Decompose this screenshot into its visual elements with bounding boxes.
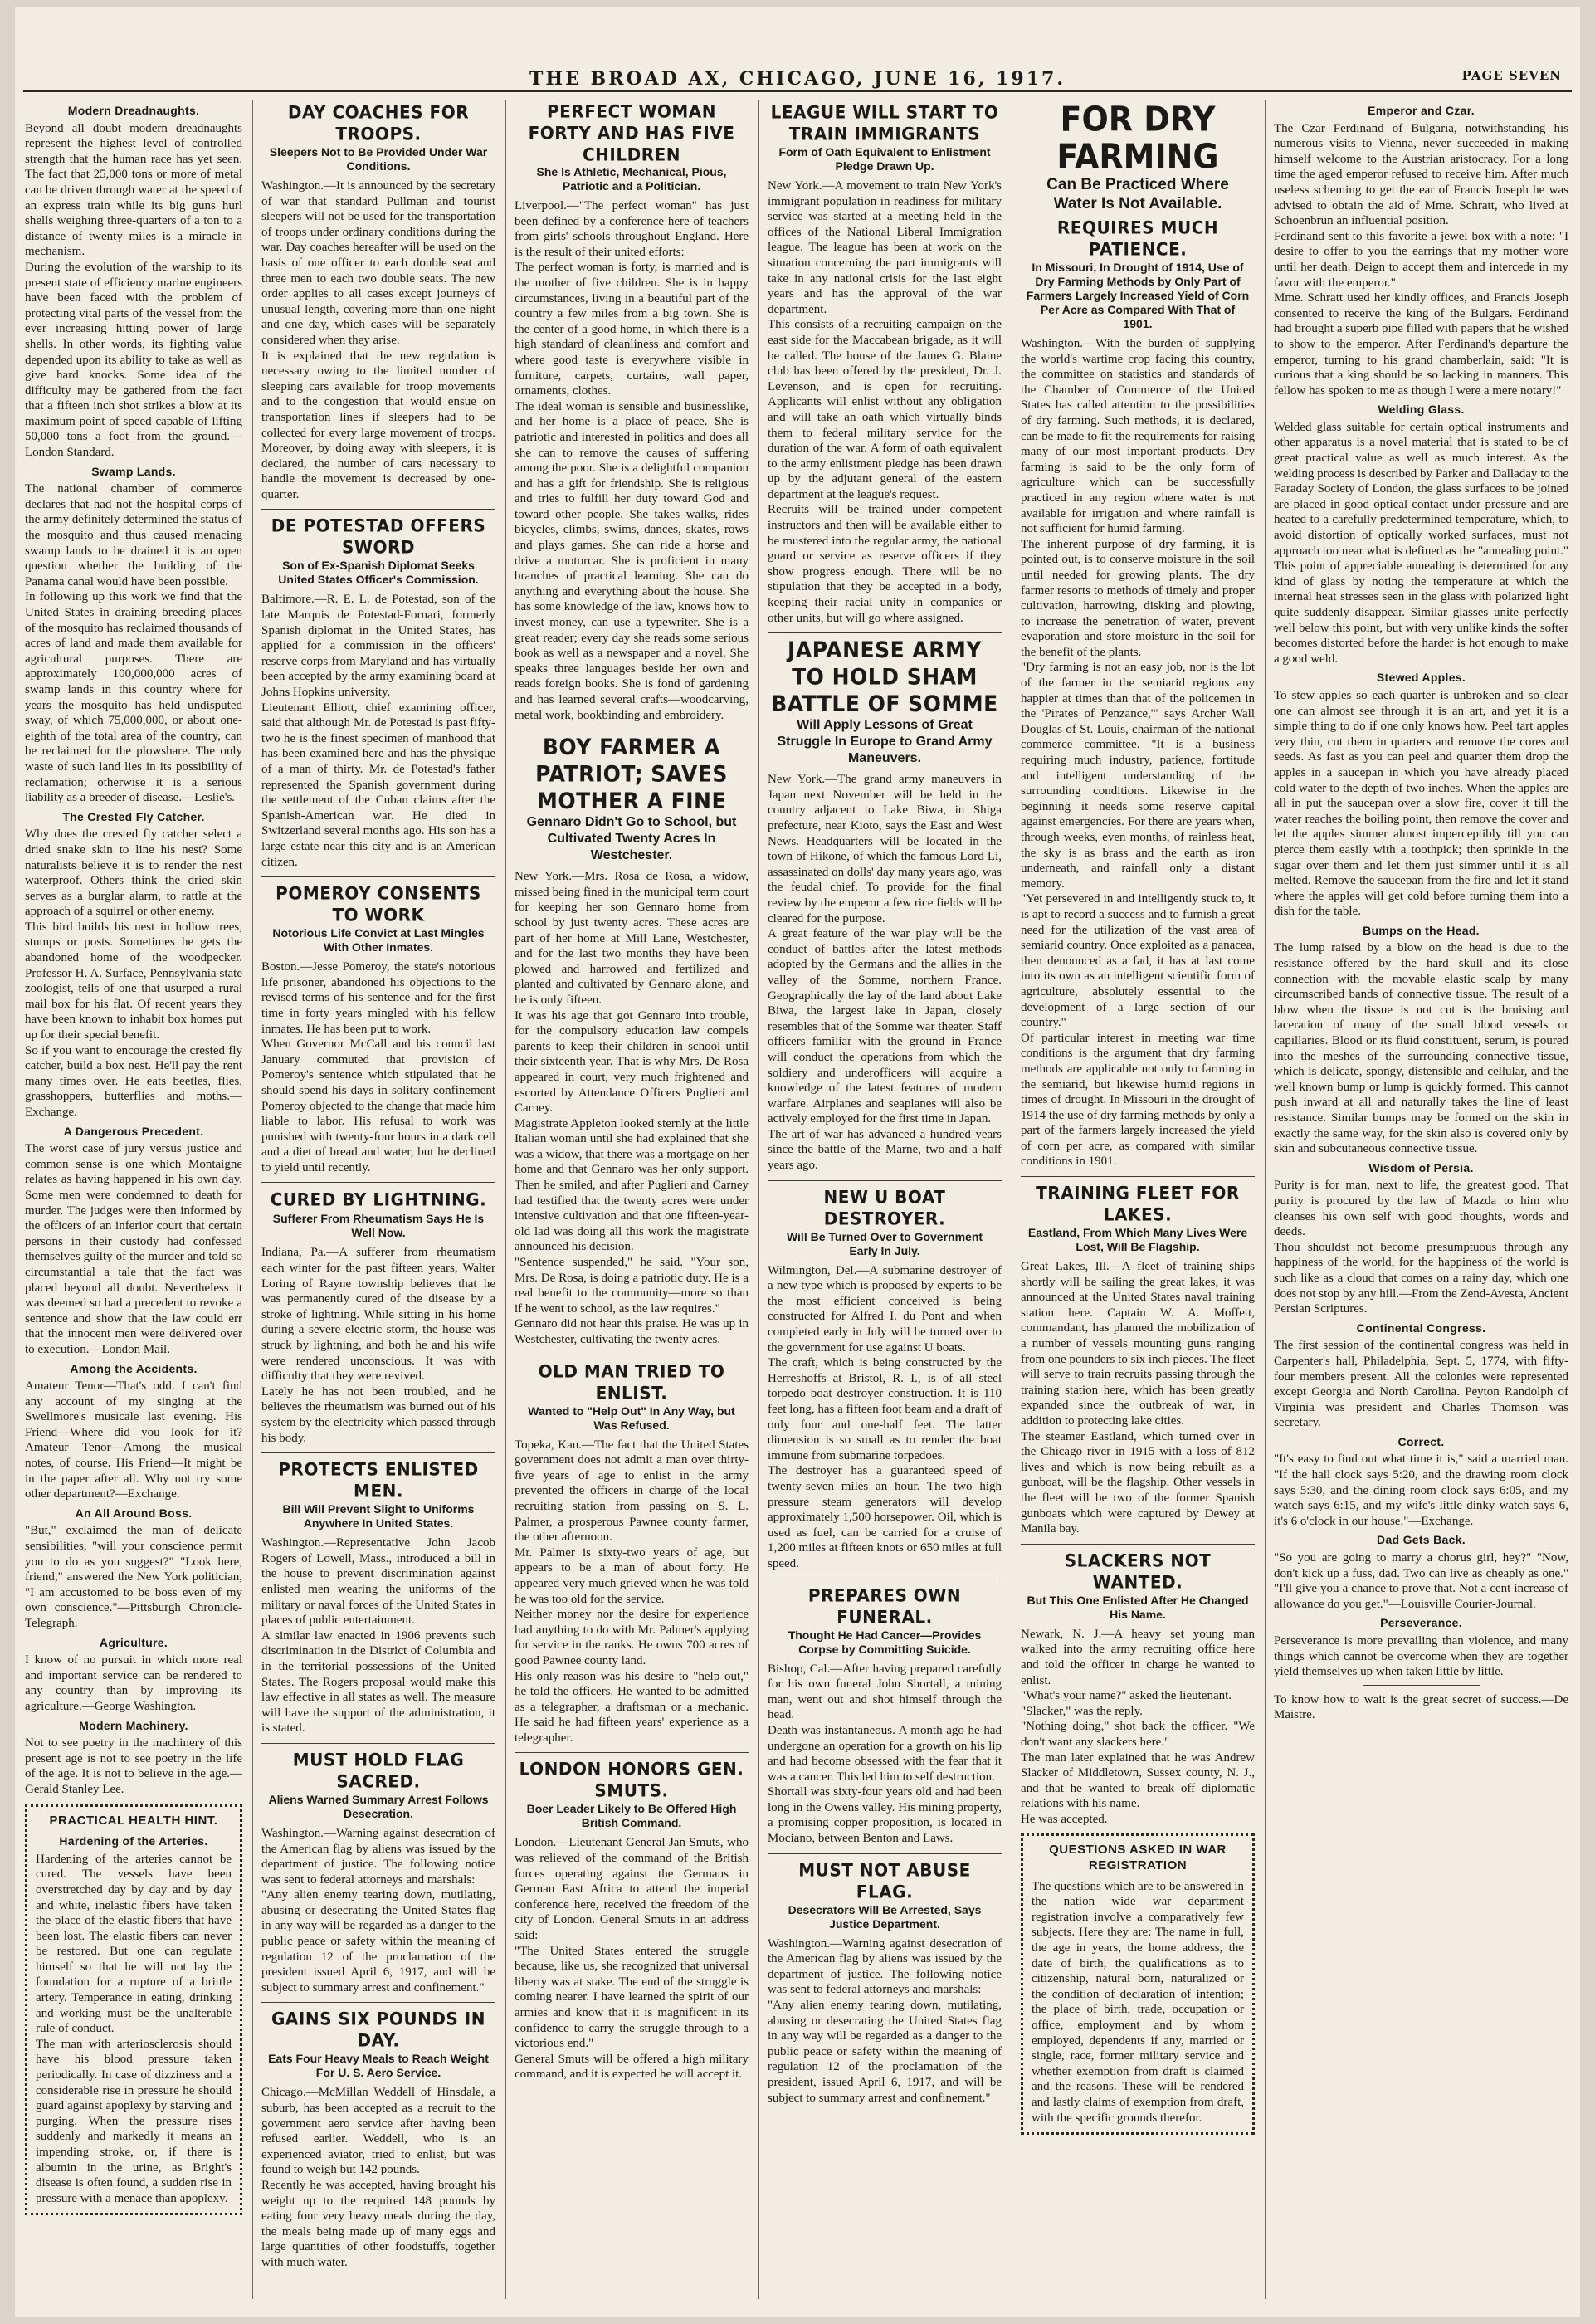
subheadline: Notorious Life Convict at Last Mingles With Other Inmates. [272,926,485,954]
article-paragraph: I know of no pursuit in which more real and important service can be rendered to any country than by improving its agriculture.—George Washington. [25,1653,242,1713]
section-heading: An All Around Boss. [75,1506,193,1520]
article-paragraph: London.—Lieutenant General Jan Smuts, who was relieved of the command of the British forces operating against the Germans in German East Africa to attend the imperial conference here, received the freedom of the city of London. General Smuts in an address said: [515,1836,749,1943]
subheadline: Sleepers Not to Be Provided Under War Conditions. [269,145,488,173]
article-paragraph: During the evolution of the warship to its present state of efficiency marine engineers have been faced with the problem of protecting vital parts of the vessel from the ever increasing hitting power of large shells. In other words, its fighting value depended upon its ability to take as well as give hard knocks. Some idea of the difficulty may be gathered from the fact that a fifteen inch shot strikes a blow at its maximum point of speed capable of lifting 50,000 tons a foot from the ground.—London Standard. [25,260,242,460]
article-divider [1021,1544,1255,1545]
article-paragraph: It was his age that got Gennaro into trouble, for the compulsory education law compels parents to keep their children in school until their sixteenth year. That is why Mrs. De Rosa appeared in court, very much frightened and escorted by Attendance Officers Puglieri and Carney. [515,1008,749,1116]
article-paragraph: The Czar Ferdinand of Bulgaria, notwithstanding his numerous visits to Vienna, never succeeded in making himself welcome to the Austrian aristocracy. For a long time the aged emperor refused to receive him. After much useless scheming to get the ear of Francis Joseph he was advised to obtain the aid of Mme. Schratt, who lived at Schoenbrun an influential position. [1274,121,1568,228]
headline: LEAGUE WILL START TO TRAIN IMMIGRANTS [770,101,999,144]
newspaper-page [15,7,1580,2317]
boxed-feature [25,1804,242,2216]
article-paragraph: Thou shouldst not become presumptuous through any happiness of the world, for the happiness of the world is such like as a cloud that comes on a rainy day, which one does not stop by any hill.—From the Zend-Avesta, Ancient Persian Scriptures. [1274,1240,1568,1316]
article-paragraph: Bishop, Cal.—After having prepared carefully for his own funeral John Shortall, a mining man, went out and shot himself through the head. [768,1662,1002,1722]
box-title: QUESTIONS ASKED IN WAR REGISTRATION [1049,1843,1227,1873]
short-divider [1363,1685,1480,1686]
article-paragraph: "Any alien enemy tearing down, mutilating, abusing or desecrating the United States flag in any way will be regarded as a danger to the public peace or safety within the meaning of regulation 12 of the proclamation of the president, issued April 6, 1917, and will be subject to summary arrest and confinement." [768,1999,1002,2105]
headline: MUST NOT ABUSE FLAG. [798,1858,971,1902]
article-paragraph: Why does the crested fly catcher select a dried snake skin to line his nest? Some naturalists believe it is to render the nest waterproof. Others think the dried skin serves as a burglar alarm, to rattle at the approach of a squirrel or other enemy. [25,828,242,919]
column-divider [758,100,759,2299]
article-paragraph: Magistrate Appleton looked sternly at the little Italian woman until she had explained that she was a widow, that there was a mortgage on her home and that Gennaro was her only support. Then he smiled, and after Puglieri and Carney had testified that the twenty acres were under intensive cultivation and that one fifteen-year-old lad was doing all this work the magistrate announced his decision. [515,1116,749,1254]
article-paragraph: It is explained that the new regulation is necessary owing to the limited number of sleeping cars available for troop movements and to the congestion that would ensue on transportation lines if sleepers had to be collected for every large movement of troops. Moreover, by doing away with sleepers, it is declared, the number of cars necessary to handle the movement is decreased by one-quarter. [261,349,495,501]
article-paragraph: Perseverance is more prevailing than violence, and many things which cannot be overcome when they are together yield themselves up when taken little by little. [1274,1634,1568,1679]
article-paragraph: So if you want to encourage the crested fly catcher, build a box nest. He'll pay the rent many times over. He eats beetles, flies, grasshoppers, butterflies and moths.—Exchange. [25,1043,242,1119]
headline: DAY COACHES FOR TROOPS. [287,101,470,144]
article-divider [261,1743,495,1744]
headline: DE POTESTAD OFFERS SWORD [271,515,486,559]
article-paragraph: The man with arteriosclerosis should have his blood pressure taken periodically. In case of dizziness and a considerable rise in pressure he should guard against apoplexy by starving and purging. When the pressure rises suddenly and markedly it means an impending stroke, or, if there is albumin in the urine, as Bright's disease is often found, a sudden rise in pressure with a menace than apoplexy. [36,2037,232,2205]
subheadline: Son of Ex-Spanish Diplomat Seeks United States Officer's Commission. [278,559,479,587]
subheadline: Eats Four Heavy Meals to Reach Weight For U. S. Aero Service. [268,2052,489,2080]
column-6 [1274,100,1568,2307]
box-title: PRACTICAL HEALTH HINT. [49,1813,218,1828]
article-paragraph: Mr. Palmer is sixty-two years of age, but appears to be a man of about forty. He appeared very much grieved when he was told he was too old for the service. [515,1545,749,1606]
article-paragraph: Recently he was accepted, having brought his weight up to the required 148 pounds by eating four very heavy meals during the day, the meals being made up of many eggs and large quantities of other foodstuffs, together with much water. [261,2179,495,2269]
article-paragraph: The lump raised by a blow on the head is due to the resistance offered by the hard skull and its close connection with the movable elastic scalp by many circumscribed bands of connective tissue. The result of a blow when the tissue is not cut is the bruising and laceration of many of the small blood vessels or capillaries. Blood or its fluid constituent, serum, is poured into the meshes of the surrounding connective tissue, which is delicate, spongy, distensible and cellular, and the well known bump or lump is quickly formed. This cannot push inward at all and naturally takes the line of least resistance. Similar bumps may be formed on the skin in exactly the same way, for the skin also is covered only by skin and subcutaneous connective tissue. [1274,941,1568,1156]
headline: GAINS SIX POUNDS IN DAY. [271,2008,485,2052]
section-heading: Among the Accidents. [70,1361,198,1375]
article-paragraph: New York.—A movement to train New York's immigrant population in readiness for military service was started at a meeting held in the offices of the National Liberal Immigration league. The league has been at work on the situation concerning the part immigrants will take in any national crisis for the last eight years and has the approval of the war department. [768,179,1002,316]
article-paragraph: Of particular interest in meeting war time conditions is the argument that dry farming methods are applicable not only to farming in the semiarid, but likewise humid regions in times of drought. In Missouri in the drought of 1914 the use of dry farming methods by only a part of the farmers largely increased the yield of corn per acre, as compared with similar conditions in 1901. [1021,1031,1255,1169]
article-paragraph: Washington.—Warning against desecration of the American flag by aliens was issued by the department of justice. The following notice was sent to federal attorneys and marshals: [768,1936,1002,1997]
article-paragraph: "Dry farming is not an easy job, nor is the lot of the farmer in the semiarid regions any happier at times than that of the policemen in the 'Pirates of Penzance,'" says Archer Wall Douglas of St. Louis, chairman of the national commerce committee. "It is a business requiring much industry, patience, fortitude and intelligent understanding of the surrounding conditions. Likewise in the beginning it needs some reserve capital against emergencies. For there are years when, through weeks, even months, of rainless heat, the sky is as brass and the earth as iron underneath, and rainfall only a distant memory. [1021,661,1255,891]
page-number: PAGE SEVEN [1461,68,1562,83]
article-paragraph: The craft, which is being constructed by the Herreshoffs at Bristol, R. I., is of all steel torpedo boat destroyer construction. It is 110 feet long, has a fifteen foot beam and a draft of only four and one-half feet. The latter dimension is so small as to render the boat immune from submarine torpedoes. [768,1356,1002,1462]
article-divider [261,876,495,877]
article-paragraph: The destroyer has a guaranteed speed of twenty-seven miles an hour. The two high pressure steam generators will develop approximately 1,500 horsepower. Oil, which is used as fuel, can be carried for a cruise of 1,200 miles at fifteen knots or 650 miles at full speed. [768,1464,1002,1570]
section-heading: Welding Glass. [1378,403,1465,417]
article-paragraph: The ideal woman is sensible and businesslike, and her home is a place of peace. She is patriotic and interested in politics and does all she can to remove the causes of suffering among the poor. She is a delightful companion and has a gift for friendship. She is religious and tries to fulfill her duty toward God and toward other people. She takes walks, rides bicycles, climbs, swims, dances, skates, rows and plays games. She can ride a horse and drive a motorcar. She is proficient in many branches of practical learning. She can do anything and everything about the house. She has some knowledge of the law, knows how to invest money, can use a typewriter. She is a great reader; every day she reads some serious book as well as a newspaper and a novel. She speaks three languages beside her own and reads foreign books. She is fond of gardening and has learned several crafts—woodcarving, metal work, bookbinding and embroidery. [515,399,749,722]
headline: MUST HOLD FLAG SACRED. [292,1748,465,1792]
article-paragraph: The steamer Eastland, which turned over in the Chicago river in 1915 with a loss of 812 lives and which is now being rebuilt as a gunboat, will be the flagship. Other vessels in the fleet will be two of the former Spanish gunboats which were captured by Dewey at Manila bay. [1021,1429,1255,1536]
article-paragraph: Welded glass suitable for certain optical instruments and other apparatus is a novel material that is stated to be of great practical value as well as much interest. As the welding process is described by Parker and Dalladay to the Faraday Society of London, the glass surfaces to be joined are placed in good optical contact under pressure and are heated to a carefully predetermined temperature, which, to avoid distortion of optically worked surfaces, must not approach too near what is defined as the "annealing point." This point of appreciable annealing is determined for any kind of glass by noting the temperature at which the internal heat stresses seen in the glass with polarized light quite suddenly disappear. Similar glasses unite perfectly well below this point, but with very unlike kinds the softer becomes distorted before the harder is hot enough to make a good weld. [1274,420,1568,666]
section-heading: Hardening of the Arteries. [59,1834,208,1848]
article-paragraph: Newark, N. J.—A heavy set young man walked into the army recruiting office here and told the officer in charge he wanted to enlist. [1021,1627,1255,1687]
headline: REQUIRES MUCH PATIENCE. [1056,217,1219,260]
subheadline: Form of Oath Equivalent to Enlistment Pledge Drawn Up. [778,145,991,173]
section-heading: Modern Machinery. [79,1718,188,1732]
headline: LONDON HONORS GEN. SMUTS. [519,1758,744,1802]
section-heading: Agriculture. [99,1635,168,1649]
section-heading: Perseverance. [1380,1616,1462,1630]
article-paragraph: His only reason was his desire to "help out," he told the officers. He wanted to be admitted as a telegrapher, a draftsman or a mechanic. He said he had fifteen years' experience as a telegrapher. [515,1669,749,1745]
headline: JAPANESE ARMY TO HOLD SHAM BATTLE OF SOMME [771,637,998,717]
article-paragraph: Baltimore.—R. E. L. de Potestad, son of the late Marquis de Potestad-Fornari, formerly Spanish diplomat in the United States, has applied for a commission in the officers' reserve corps from Maryland and has virtually been accepted by the army examining board at Johns Hopkins university. [261,593,495,700]
article-divider [261,509,495,510]
subheadline: Thought He Had Cancer—Provides Corpse by Committing Suicide. [788,1628,982,1656]
section-heading: Swamp Lands. [91,464,176,478]
headline: PERFECT WOMAN FORTY AND HAS FIVE CHILDREN [528,100,735,165]
subheadline: Boer Leader Likely to Be Offered High British Command. [526,1802,737,1830]
article-divider [768,1853,1002,1854]
column-1 [25,100,242,2307]
article-paragraph: A similar law enacted in 1906 prevents such discrimination in the District of Columbia and in the territorial possessions of the United States. The Rogers proposal would make this law effective in all states as well. The measure will have the support of the administration, it is stated. [261,1628,495,1736]
article-paragraph: Amateur Tenor—That's odd. I can't find any account of my singing at the Swellmore's musicale last evening. His Friend—Where did you look for it? Amateur Tenor—Among the musical notes, of course. His Friend—It might be in the paper after all. Why not try some other department?—Exchange. [25,1379,242,1501]
article-paragraph: "Slacker," was the reply. [1021,1704,1143,1718]
column-4 [768,100,1002,2307]
article-paragraph: Mme. Schratt used her kindly offices, and Francis Joseph consented to receive the king of the Bulgars. Ferdinand had brought a superb pipe filled with papers that he wished to show to the emperor. After Ferdinand's departure the emperor, turning to his grand chamberlain, said: "It is curious that a king should be so lacking in manners. This fellow has spoken to me as though I were a mere notary!" [1274,291,1568,398]
article-paragraph: New York.—The grand army maneuvers in Japan next November will be held in the country adjacent to Lake Biwa, in Shiga prefecture, near Kioto, says the East and West News. Headquarters will be located in the town of Hikone, of which the famous Lord Li, assassinated on dolls' day many years ago, was the feudal chief. To provide for the final review by the emperor a few rice fields will be cleared for the purpose. [768,773,1002,925]
subheadline: But This One Enlisted After He Changed His Name. [1027,1593,1249,1621]
headline: TRAINING FLEET FOR LAKES. [1036,1182,1240,1225]
subheadline: Will Be Turned Over to Government Early In July. [786,1229,983,1257]
article-paragraph: Washington.—Warning against desecration of the American flag by aliens was issued by the department of justice. The following notice was sent to federal attorneys and marshals: [261,1826,495,1887]
article-paragraph: Death was instantaneous. A month ago he had undergone an operation for a growth on his lip and had become obsessed with the fear that it was a cancer. This led him to self destruction. [768,1723,1002,1784]
subheadline: Wanted to "Help Out" In Any Way, but Was Refused. [528,1404,735,1432]
column-divider [252,100,253,2299]
subheadline: Will Apply Lessons of Great Struggle In Europe to Grand Army Maneuvers. [777,718,993,766]
headline: SLACKERS NOT WANTED. [1064,1549,1212,1593]
article-divider [768,1180,1002,1181]
article-paragraph: Ferdinand sent to this favorite a jewel box with a note: "I desire to offer to you the earrings that my mother wore until her death. Deign to accept them and intercede in my favor with the emperor." [1274,229,1568,290]
headline: CURED BY LIGHTNING. [270,1189,487,1211]
masthead [15,7,1580,90]
section-heading: Emperor and Czar. [1368,104,1475,117]
section-heading: Bumps on the Head. [1363,923,1480,937]
subheadline: Can Be Practiced Where Water Is Not Available. [1046,176,1229,212]
column-3 [515,100,749,2307]
headline: NEW U BOAT DESTROYER. [823,1185,946,1229]
article-paragraph: Washington.—It is announced by the secretary of war that standard Pullman and tourist sleepers will not be used for the transportation of troops under ordinary conditions during the war. Day coaches hereafter will be used on the basis of one officer to each double seat and three men to each two double seats. The new order applies to all cases except journeys of unusual length, covering more than one night and one day, which cases will be separately considered when they arise. [261,179,495,347]
article-paragraph: "So you are going to marry a chorus girl, hey?" "Now, don't kick up a fuss, dad. Two can live as cheaply as one." "I'll give you a chance to prove that. Not a cent increase of allowance do you get."—Louisville Courier-Journal. [1274,1551,1568,1611]
article-paragraph: "It's easy to find out what time it is," said a married man. "If the hall clock says 5:20, and the drawing room clock says 5:30, and the dining room clock says 6:05, and my watch says 6:15, and my wife's little dinky watch says 6, it's 6 o'clock in our house."—Exchange. [1274,1452,1568,1528]
masthead-rule [23,90,1572,92]
headline: PREPARES OWN FUNERAL. [807,1584,962,1628]
article-divider [261,2002,495,2003]
article-paragraph: When Governor McCall and his council last January commuted that provision of Pomeroy's sentence which stipulated that he should spend his days in solitary confinement Pomeroy objected to the change that made him liable to labor. His refusal to work was punished with twenty-four hours in a dark cell and a diet of bread and water, but he declined to yield until recently. [261,1038,495,1174]
article-paragraph: Shortall was sixty-four years old and had been long in the Owens valley. His mining property, a promising copper proposition, is located in Mociano, between Benton and Laws. [768,1785,1002,1846]
boxed-feature [1021,1833,1255,2135]
article-paragraph: Washington.—With the burden of supplying the world's wartime crop facing this country, the committee on statistics and standards of the Chamber of Commerce of the United States has called attention to the possibilities of dry farming. Such methods, it is declared, can be made to fit the requirements for raising many of our most important products. Dry farming is said to be the only form of agriculture which can be successfully practiced in any region where water is not available for irrigation and where rainfall is not sufficient for humid farming. [1021,337,1255,536]
subheadline: Eastland, From Which Many Lives Were Lost, Will Be Flagship. [1027,1226,1248,1254]
article-paragraph: This bird builds his nest in hollow trees, stumps or posts. Sometimes he gets the abandoned home of the woodpecker. Professor H. A. Surface, Pennsylvania state zoologist, tells of one that usurped a rural mail box for his flat. Of recent years they have been known to inhabit box homes put up for their special benefit. [25,920,242,1042]
article-paragraph: Chicago.—McMillan Weddell of Hinsdale, a suburb, has been accepted as a recruit to the government aero service after having been refused earlier. Weddell, who is an experienced aviator, tried to enlist, but was found to weigh but 142 pounds. [261,2086,495,2177]
article-paragraph: The man later explained that he was Andrew Slacker of Middletown, Sussex county, N. J., and that he wanted to break off diplomatic relations with his name. [1021,1750,1255,1811]
column-divider [505,100,506,2299]
masthead-title: THE BROAD AX, CHICAGO, JUNE 16, 1917. [529,68,1066,90]
article-paragraph: "The United States entered the struggle because, like us, she recognized that universal liberty was at stake. The end of the struggle is coming nearer. I have learned the spirit of our armies and know that it is magnificent in its confidence to carry the struggle through to a victorious end." [515,1944,749,2051]
article-paragraph: The national chamber of commerce declares that had not the hospital corps of the army definitely determined the status of the mosquito and thus caused menacing swamp lands to be drained it is an open question whether the building of the Panama canal would have been possible. [25,482,242,588]
article-divider [1021,1176,1255,1177]
article-paragraph: Topeka, Kan.—The fact that the United States government does not admit a man over thirty-five years of age to enlist in the army prevented the officers in charge of the local recruiting station from passing on S. L. Palmer, a prosperous Pawnee county farmer, the other afternoon. [515,1438,749,1545]
article-paragraph: Recruits will be trained under competent instructors and then will be available either to be mustered into the regular army, the national guard or service as reserve officers if they show progress enough. There will be no stipulation that they be accepted in a body, keeping their racial unity in companies or other units, but will go where assigned. [768,503,1002,625]
section-heading: Modern Dreadnaughts. [67,104,200,117]
article-paragraph: Lately he has not been troubled, and he believes the rheumatism was burned out of his system by the electricity which passed through his body. [261,1384,495,1445]
subheadline: In Missouri, In Drought of 1914, Use of Dry Farming Methods by Only Part of Farmers Largely Increased Yield of Corn Per Acre as Compared With That of 1901. [1026,261,1250,330]
article-paragraph: The perfect woman is forty, is married and is the mother of five children. She is in happy circumstances, living in a beautiful part of the country a few miles from a big town. She is the center of a good home, in which there is a high standard of cleanliness and comfort and where good taste is everywhere visible in furniture, carpets, curtains, wall paper, ornaments, clothes. [515,261,749,398]
subheadline: Desecrators Will Be Arrested, Says Justice Department. [788,1902,982,1931]
article-divider [515,1752,749,1753]
article-paragraph: Indiana, Pa.—A sufferer from rheumatism each winter for the past fifteen years, Walter Loring of Rayne township believes that he was permanently cured of the disease by a stroke of lightning. While sitting in his home during a severe electric storm, the house was struck by lightning, and both he and his wife were rendered unconscious. It was with difficulty that they were revived. [261,1246,495,1384]
article-paragraph: "Any alien enemy tearing down, mutilating, abusing or desecrating the United States flag in any way will be regarded as a danger to the public peace or safety within the meaning of regulation 12 of the proclamation of the president issued April 6, 1917, and will be subject to summary arrest and confinement." [261,1888,495,1994]
article-paragraph: Liverpool.—"The perfect woman" has just been defined by a conference here of teachers from girls' schools throughout England. Here is the result of their united efforts: [515,199,749,259]
headline: BOY FARMER A PATRIOT; SAVES MOTHER A FINE [535,734,728,814]
article-paragraph: Great Lakes, Ill.—A fleet of training ships shortly will be sailing the great lakes, it was announced at the United States naval training station here. Captain W. A. Moffett, commandant, has planned the mobilization of a number of vessels mounting guns ranging from one pounders to six inch pieces. The fleet will serve to train recruits passing through the training station here, which has been greatly expanded since the outbreak of war, in addition to protecting lake cities. [1021,1260,1255,1428]
article-paragraph: General Smuts will be offered a high military command, and it is expected he will accept it. [515,2052,749,2082]
article-paragraph: New York.—Mrs. Rosa de Rosa, a widow, missed being fined in the municipal term court for keeping her son Gennaro home from school by just twenty acres. These acres are part of her home at Mill Lane, Westchester, and for the last two months they have been plowed and harrowed and fertilized and planted and cultivated by Gennaro alone, and he is only fifteen. [515,870,749,1007]
subheadline: She Is Athletic, Mechanical, Pious, Patriotic and a Politician. [536,165,727,193]
article-divider [261,1182,495,1183]
article-paragraph: To know how to wait is the great secret of success.—De Maistre. [1274,1692,1568,1722]
article-paragraph: The first session of the continental congress was held in Carpenter's hall, Philadelphia, Sept. 5, 1774, with fifty-four members present. All the colonies were represented except Georgia and North Carolina. Peyton Randolph of Virginia was president and Charles Thomson was secretary. [1274,1339,1568,1430]
section-heading: Dad Gets Back. [1377,1533,1466,1547]
article-paragraph: Not to see poetry in the machinery of this present age is not to see poetry in the life of the age. It is not to believe in the age.—Gerald Stanley Lee. [25,1736,242,1796]
article-paragraph: Beyond all doubt modern dreadnaughts represent the highest level of controlled strength that the human race has yet seen. The fact that 25,000 tons or more of metal can be driven through water at the speed of an express train while its big guns hurl shells weighing three-quarters of a ton to a distance of twenty miles is a miracle in mechanism. [25,121,242,259]
article-paragraph: To stew apples so each quarter is unbroken and so clear one can almost see through it is an art, and yet it is a simple thing to do if one only knows how. Peel tart apples very thin, cut them in quarters and remove the cores and seeds. As fast as you can peel and quarter them drop the apples in a saucepan in which you have already placed cold water to the depth of two inches. When the apples are all in put the saucepan over a slow fire, cover it till the water reaches the boiling point, then remove the cover and let the apples simmer almost imperceptibly till you can pierce them easily with a toothpick; then sprinkle in the sugar over them and let them just simmer until it is all melted. Remove the saucepan from the fire and let it stand where the apples will get cold before turning them into a dish for the table. [1274,688,1568,919]
article-paragraph: He was accepted. [1021,1812,1108,1826]
section-heading: Continental Congress. [1356,1321,1486,1335]
subheadline: Sufferer From Rheumatism Says He Is Well Now. [272,1212,485,1240]
article-paragraph: "Nothing doing," shot back the officer. "We don't want any slackers here." [1021,1720,1255,1749]
article-paragraph: The questions which are to be answered in the nation wide war department registration involve a comparatively few subjects. Here they are: The name in full, the age in years, the home address, the date of birth, the qualifications as to citizenship, natural born, naturalized or the condition of declaration of intention; the place of birth, trade, occupation or office, employment and by whom employed, dependents if any, married or single, race, former military service and whether exemption from draft is claimed and the reasons. These will be rendered and lastly claims of exemption from draft, with the specific grounds therefor. [1032,1879,1244,2125]
section-heading: Correct. [1397,1434,1445,1448]
headline: OLD MAN TRIED TO ENLIST. [538,1360,725,1404]
article-divider [261,1452,495,1453]
article-paragraph: Boston.—Jesse Pomeroy, the state's notorious life prisoner, abandoned his objections to the revised terms of his sentence and for the first time in forty years mingled with his fellow inmates. He has been put to work. [261,960,495,1036]
subheadline: Bill Will Prevent Slight to Uniforms Anywhere In United States. [282,1502,475,1531]
headline: FOR DRY FARMING [1056,100,1219,177]
headline: PROTECTS ENLISTED MEN. [278,1458,479,1502]
article-paragraph: "Sentence suspended," he said. "Your son, Mrs. De Rosa, is doing a patriotic duty. He is a real benefit to the community—more so than if he went to school, as the law requires." [515,1256,749,1316]
article-paragraph: "What's your name?" asked the lieutenant. [1021,1689,1232,1703]
column-2 [261,100,495,2307]
section-heading: Stewed Apples. [1376,671,1466,685]
column-divider [1265,100,1266,2299]
section-heading: The Crested Fly Catcher. [62,809,205,823]
subheadline: Gennaro Didn't Go to School, but Cultivated Twenty Acres In Westchester. [526,815,737,863]
article-paragraph: Hardening of the arteries cannot be cured. The vessels have been overstretched day by day and by day and white, inelastic fibers have taken the place of the elastic fibers that have been lost. The elastic fibers can never be restored. But one can regulate himself so that he will not lay the foundation for a rupture of a brittle artery. Temperance in eating, drinking and working must be the unalterable rule of conduct. [36,1852,232,2036]
article-paragraph: Gennaro did not hear this praise. He was up in Westchester, cultivating the twenty acres. [515,1317,749,1346]
article-paragraph: "Yet persevered in and intelligently stuck to, it is apt to record a success and to furnish a great need for the utilization of the vast area of semiarid country. Once exploited as a panacea, then denounced as a fad, it has at last come into its own as an intelligent scientific form of agriculture, absolutely essential to the development of a large section of our country." [1021,892,1255,1030]
article-paragraph: "But," exclaimed the man of delicate sensibilities, "will your conscience permit you to do as you suggest?" "Look here, friend," answered the New York politician, "I am accustomed to be boss even of my own conscience."—Pittsburgh Chronicle-Telegraph. [25,1524,242,1630]
article-paragraph: The inherent purpose of dry farming, it is pointed out, is to conserve moisture in the soil until needed for growing plants. The dry farmer resorts to methods of timely and proper cultivation, harrowing, disking and plowing, to increase the penetration of water, prevent evaporation and store moisture in the soil for the benefit of the plants. [1021,537,1255,659]
article-paragraph: Purity is for man, next to life, the greatest good. That purity is procured by the law of Mazda to him who cleanses his own self with good thoughts, words and deeds. [1274,1179,1568,1239]
headline: POMEROY CONSENTS TO WORK [276,882,481,926]
article-paragraph: This consists of a recruiting campaign on the east side for the Maccabean brigade, as it will be called. The house of the James G. Blaine club has been offered by the president, Dr. J. Levenson, and is open for recruiting. Applicants will enlist without any obligation and will take an oath which virtually binds them to federal military service for the duration of the war. A form of oath equivalent to the army enlistment pledge has been drawn up by the adjutant general of the eastern department at the league's request. [768,318,1002,501]
section-heading: Wisdom of Persia. [1368,1160,1474,1174]
section-heading: A Dangerous Precedent. [63,1124,204,1138]
article-paragraph: A great feature of the war play will be the conduct of battles after the latest methods adopted by the Germans and the allies in the valley of the Somme, northern France. Geographically the lay of the land about Lake Biwa, the largest lake in Japan, closely resembles that of the Somme war theater. Staff officers familiar with the ground in France will conduct the operations from which the soldiery and underofficers will acquire a knowledge of the latest features of modern warfare. Airplanes and seaplanes will also be actively employed for the first time in Japan. [768,927,1002,1126]
subheadline: Aliens Warned Summary Arrest Follows Desecration. [268,1792,489,1820]
article-divider [768,632,1002,633]
article-paragraph: Wilmington, Del.—A submarine destroyer of a new type which is proposed by experts to be the most efficient conceived is being constructed for Alfred I. du Pont and when completed early in July will be turned over to the government for use against U boats. [768,1263,1002,1355]
article-paragraph: Lieutenant Elliott, chief examining officer, said that although Mr. de Potestad is past fifty-two he is the finest specimen of manhood that has been examined here and has the physique of a man of thirty. Mr. de Potestad's father represented the Spanish government during the settlement of the Cuban claims after the Spanish-American war. He died in Switzerland several months ago. His son has a large estate near this city and is an American citizen. [261,701,495,869]
article-paragraph: The worst case of jury versus justice and common sense is one which Montaigne relates as having happened in his own day. Some men were condemned to death for murder. The judges were then informed by the officers of an inferior court that certain persons in their custody had confessed themselves guilty of the murder and told so circumstantial a tale that the fact was placed beyond all doubt. Nevertheless it was deemed so bad a precedent to revoke a sentence and show that the law could err that the innocent men were delivered over to execution.—London Mail. [25,1142,242,1356]
article-paragraph: Washington.—Representative John Jacob Rogers of Lowell, Mass., introduced a bill in the house to prevent discrimination against enlisted men wearing the uniforms of the military or naval forces of the United States in places of public entertainment. [261,1536,495,1628]
article-paragraph: Neither money nor the desire for experience had anything to do with Mr. Palmer's applying for service in the ranks. He owns 700 acres of good Pawnee county land. [515,1608,749,1667]
column-5 [1021,100,1255,2307]
article-paragraph: In following up this work we find that the United States in draining breeding places of the mosquito has reclaimed thousands of acres of land and made them available for agricultural purposes. There are approximately 100,000,000 acres of swamp lands in this country where for years the mosquito has held undisputed sway, of which 75,000,000, or about one-eighth of the total area of the country, can be reclaimed for the plowshare. The only waste of such land lies in its possibility of reclamation; otherwise it is a serious liability as a breeder of disease.—Leslie's. [25,590,242,805]
article-paragraph: The art of war has advanced a hundred years since the battle of the Marne, two and a half years ago. [768,1127,1002,1173]
